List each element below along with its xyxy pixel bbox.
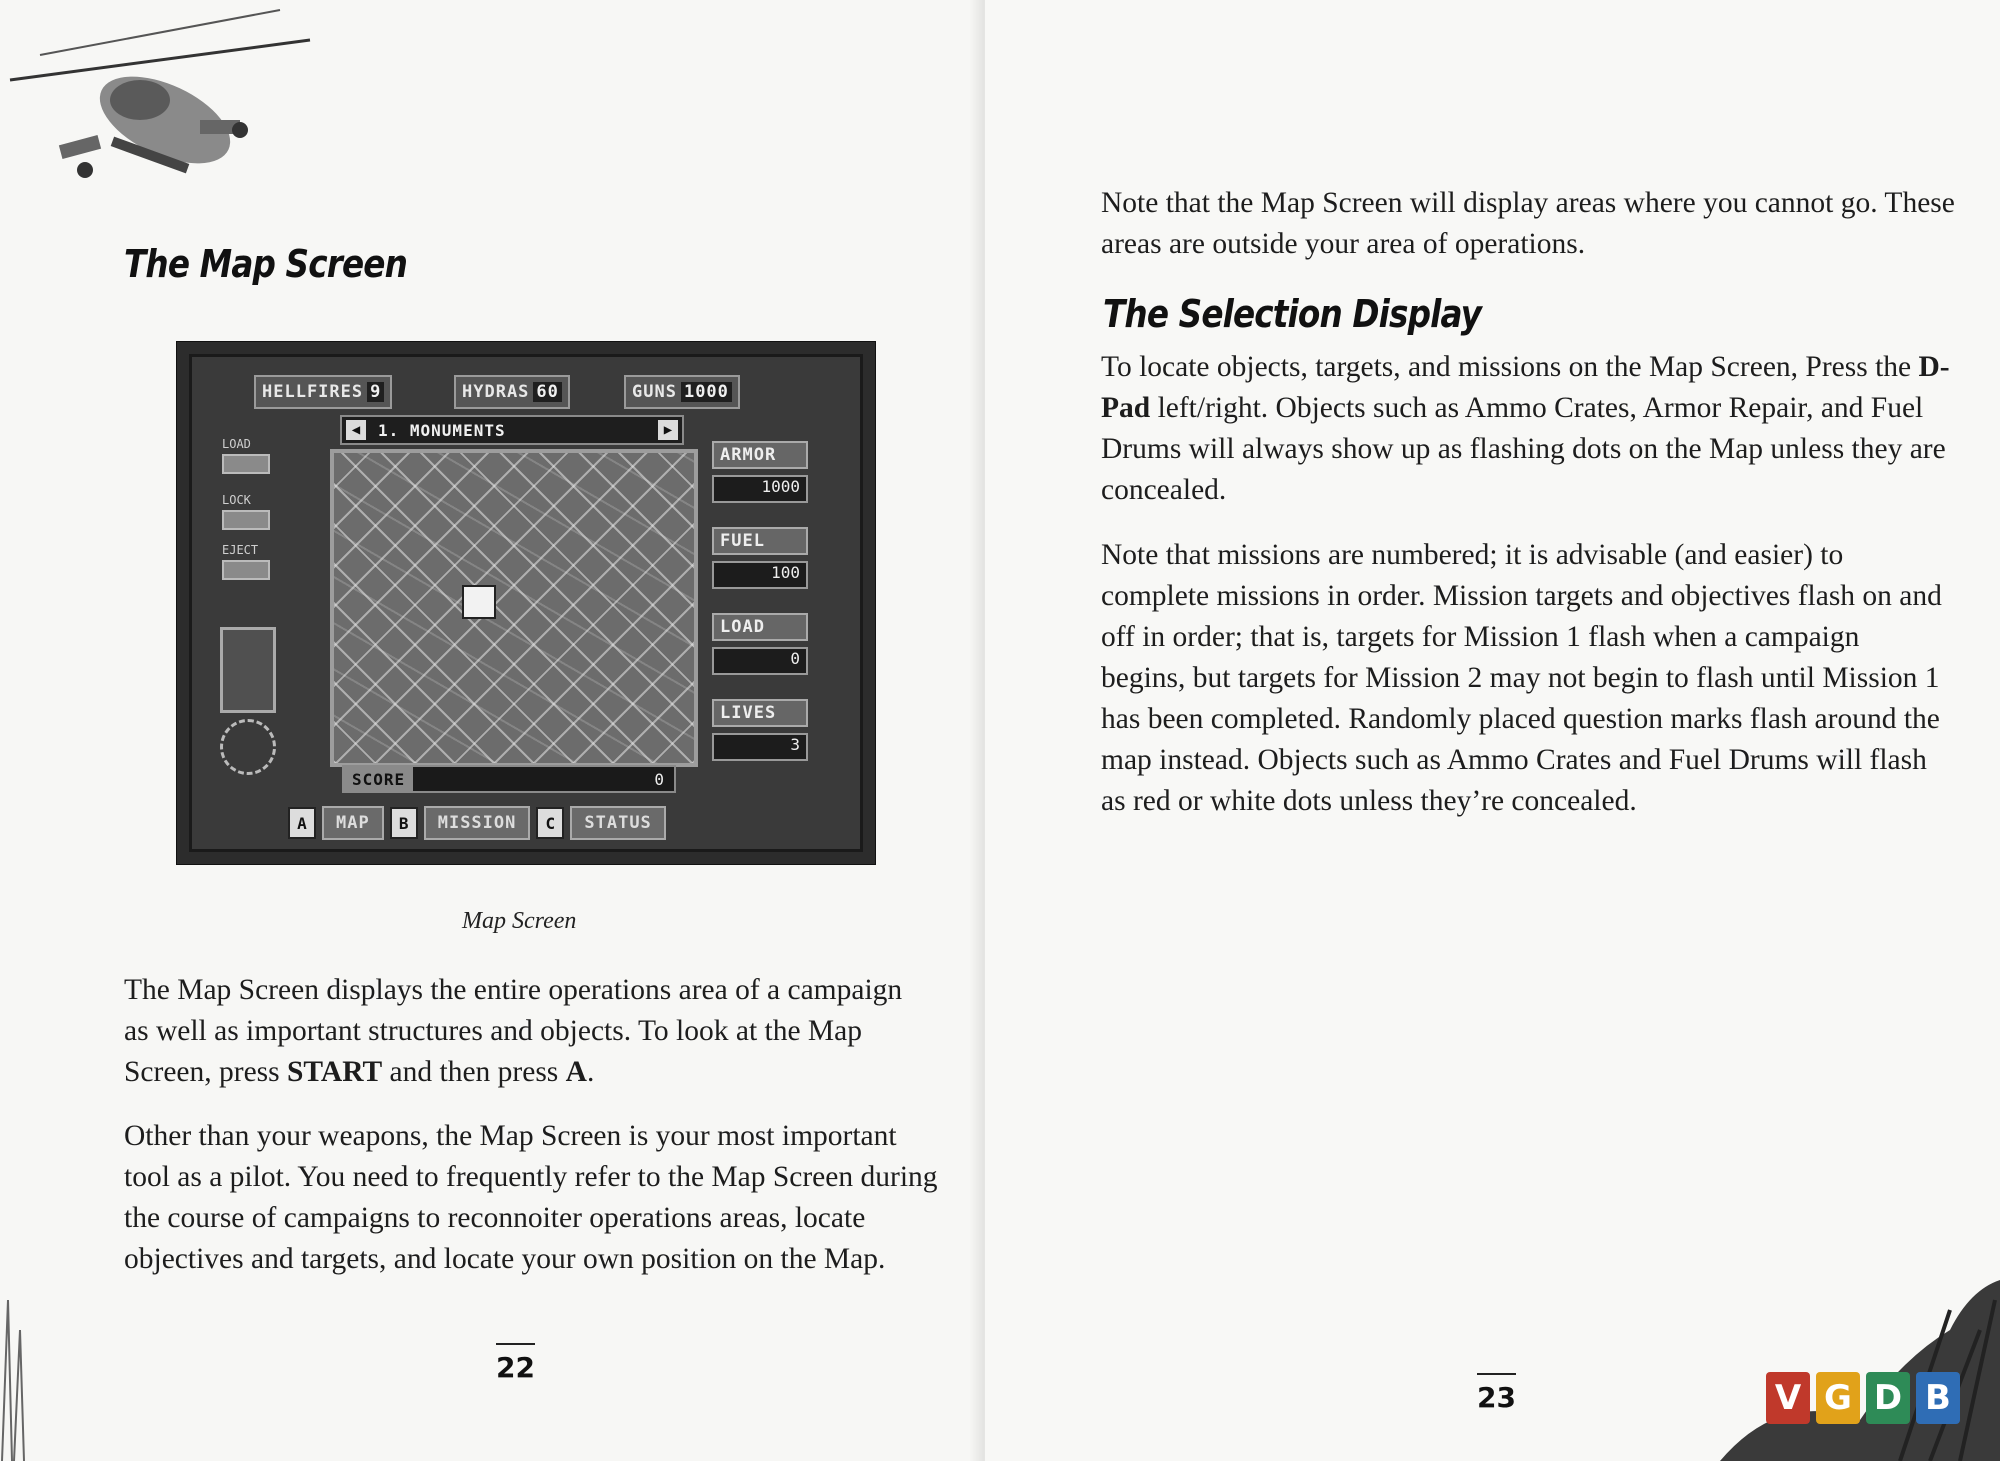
text-run: and then press <box>382 1056 566 1088</box>
foliage-left-decoration <box>0 1290 30 1461</box>
weapon-label: GUNS <box>632 382 677 402</box>
page-number-22: 22 <box>496 1343 535 1384</box>
watermark-letter: B <box>1916 1372 1960 1424</box>
player-helicopter-icon <box>462 585 496 619</box>
weapon-value: 1000 <box>681 382 732 402</box>
isometric-map <box>330 449 698 767</box>
stat-armor <box>712 441 808 503</box>
heading-map-screen: The Map Screen <box>124 242 408 286</box>
button-label-map: MAP <box>322 806 384 840</box>
helicopter-illustration <box>0 0 330 200</box>
stat-label: ARMOR <box>712 441 808 469</box>
side-button-label: LOAD <box>222 437 251 451</box>
watermark-letter: G <box>1816 1372 1860 1424</box>
right-page <box>985 0 2000 1461</box>
stat-value: 0 <box>712 647 808 675</box>
text-run: To locate objects, targets, and missions on the Map Screen, Press the <box>1101 351 1919 383</box>
button-key-c: C <box>536 807 564 839</box>
vgdb-watermark <box>1766 1372 1960 1424</box>
weapon-hellfires <box>254 375 392 409</box>
weapon-label: HELLFIRES <box>262 382 364 402</box>
weapon-value: 9 <box>367 382 384 402</box>
map-screen-screenshot <box>176 341 876 865</box>
key-start: START <box>287 1056 383 1088</box>
compass-dial-icon <box>220 719 276 775</box>
heading-selection-display: The Selection Display <box>1103 292 1482 336</box>
stat-fuel <box>712 527 808 589</box>
stat-label: FUEL <box>712 527 808 555</box>
left-arrow-icon: ◀ <box>346 420 366 440</box>
stat-load <box>712 613 808 675</box>
stat-value: 100 <box>712 561 808 589</box>
right-arrow-icon: ▶ <box>658 420 678 440</box>
paragraph-selection-dpad <box>1101 347 1951 511</box>
weapon-label: HYDRAS <box>462 382 530 402</box>
paragraph-map-screen-intro <box>124 970 924 1093</box>
button-key-a: A <box>288 807 316 839</box>
button-key-b: B <box>390 807 418 839</box>
score-bar <box>342 765 676 793</box>
paragraph-restricted-areas: Note that the Map Screen will display areas where you cannot go. These areas are outside your area of operations. <box>1101 187 1955 260</box>
key-dpad: D-Pad <box>1101 351 1950 424</box>
left-page <box>0 0 985 1461</box>
paragraph-mission-order: Note that missions are numbered; it is advisable (and easier) to complete missions in order. Mission targets and objectives flash on and off in order; that is, targets for Mission 1 flash when a campaign begins, but targets for Mission 2 may not begin to flash until Mission 1 has been completed. Randomly placed question marks flash around the map instead. Objects such as Ammo Crates and Fuel Drums will flash as red or white dots unless they’re concealed. <box>1101 539 1942 817</box>
stat-lives <box>712 699 808 761</box>
paragraph-map-screen-tool: Other than your weapons, the Map Screen is your most important tool as a pilot. You need to frequently refer to the Map Screen during the course of campaigns to reconnoiter operations areas, locate objectives and targets, and locate your own position on the Map. <box>124 1120 938 1275</box>
mission-selector <box>340 415 684 445</box>
key-a: A <box>565 1056 587 1088</box>
side-button-load <box>222 437 270 474</box>
text-run: left/right. Objects such as Ammo Crates, Armor Repair, and Fuel Drums will always show up as flashing dots on the Map unless they are concealed. <box>1101 392 1946 506</box>
text-run: The Map Screen displays the entire operations area of a campaign as well as important structures and objects. To look at the Map Screen, press <box>124 974 903 1088</box>
side-button-label: LOCK <box>222 493 251 507</box>
foliage-right-decoration <box>1720 1270 2000 1461</box>
button-label-status: STATUS <box>570 806 665 840</box>
mission-title: 1. MONUMENTS <box>378 420 506 440</box>
side-button-eject <box>222 543 270 580</box>
bottom-menu <box>288 805 778 841</box>
text-run: . <box>586 1056 595 1088</box>
watermark-letter: V <box>1766 1372 1810 1424</box>
side-button-lock <box>222 493 270 530</box>
page-number-23: 23 <box>1477 1373 1516 1414</box>
stat-label: LIVES <box>712 699 808 727</box>
weapon-hydras <box>454 375 570 409</box>
stat-label: LOAD <box>712 613 808 641</box>
side-button-label: EJECT <box>222 543 259 557</box>
score-label: SCORE <box>344 767 413 791</box>
watermark-letter: D <box>1866 1372 1910 1424</box>
score-value: 0 <box>654 769 664 789</box>
weapon-guns <box>624 375 740 409</box>
screenshot-frame <box>189 354 863 852</box>
stat-value: 3 <box>712 733 808 761</box>
screenshot-caption: Map Screen <box>462 908 577 934</box>
button-label-mission: MISSION <box>424 806 531 840</box>
weapon-value: 60 <box>533 382 561 402</box>
stat-value: 1000 <box>712 475 808 503</box>
throttle-gauge <box>220 627 276 713</box>
